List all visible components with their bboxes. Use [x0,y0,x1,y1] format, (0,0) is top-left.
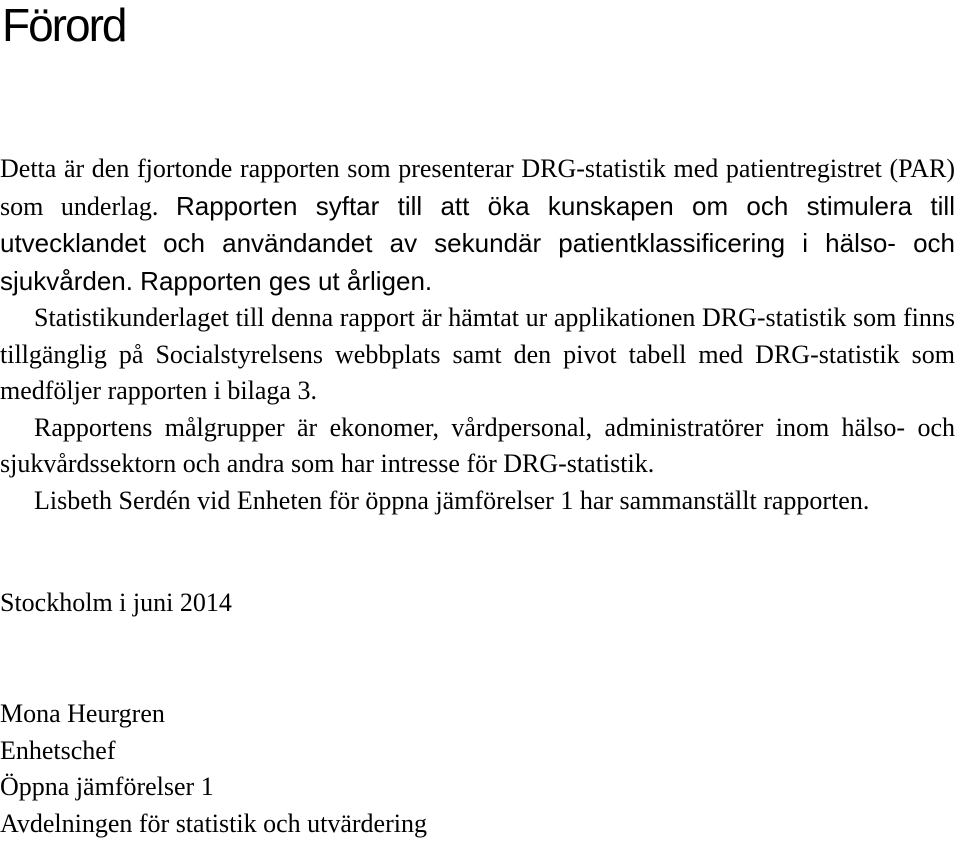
signature-name: Mona Heurgren [0,699,165,728]
paragraph-intro-tail: Rapporten syftar till att öka kunskapen om och stimulera till utvecklandet och användandet av sekundär patientklassificering i hälso- och sjukvården. Rapporten ges ut årligen. [0,190,955,296]
paragraph-intro [0,151,955,300]
page-title: Förord [2,0,126,51]
signature-unit: Öppna jämförelser 1 [0,772,214,801]
signature-block [0,696,427,842]
paragraph-audience: Rapportens målgrupper är ekonomer, vårdpersonal, administratörer inom hälso- och sjukvårdssektorn och andra som har intresse för DRG-statistik. [0,412,955,478]
paragraph-intro-lead: Detta är den fjortonde rapporten som presenterar DRG-statistik med patientregistret (PAR) som underlag. [0,154,955,221]
place-date: Stockholm i juni 2014 [0,588,232,617]
preface-body [0,151,955,519]
paragraph-author: Lisbeth Serdén vid Enheten för öppna jämförelser 1 har sammanställt rapporten. [34,485,870,515]
signature-department: Avdelningen för statistik och utvärdering [0,808,427,838]
signature-role: Enhetschef [0,735,116,765]
paragraph-data-source: Statistikunderlaget till denna rapport är hämtat ur applikationen DRG-statistik som finns tillgänglig på Socialstyrelsens webbplats samt den pivot tabell med DRG-statistik som medföljer rapporten i bilaga 3. [0,303,955,405]
